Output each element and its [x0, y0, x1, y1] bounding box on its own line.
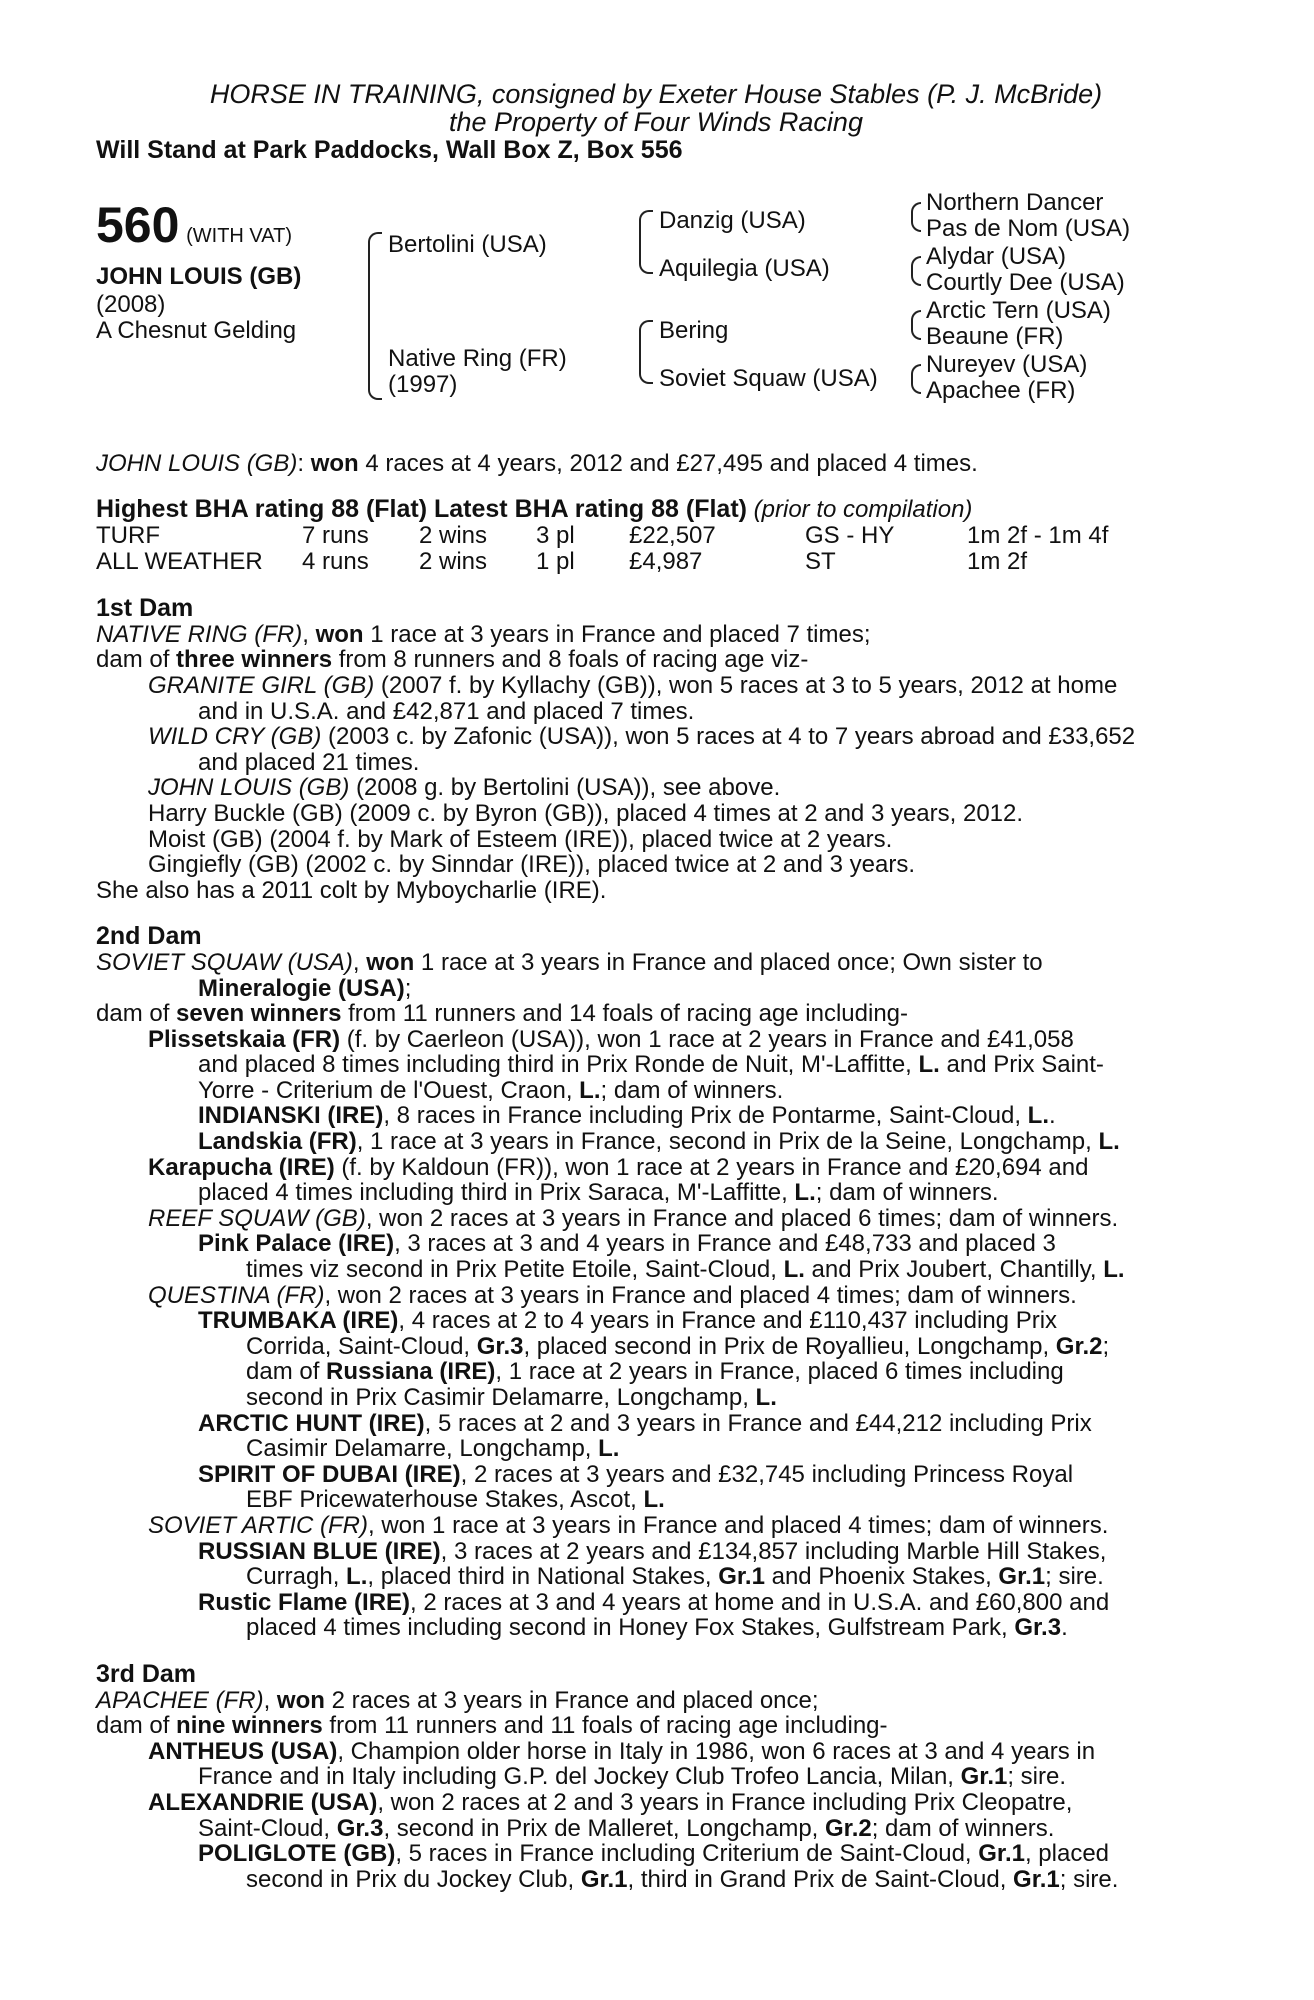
produce-entry: QUESTINA (FR), won 2 races at 3 years in France and placed 4 times; dam of winners. — [148, 1281, 1077, 1309]
g-sire-dam-dam: Courtly Dee (USA) — [926, 269, 1125, 296]
stats-row-turf: TURF 7 runs 2 wins 3 pl £22,507 GS - HY 1m 2f - 1m 4f — [96, 522, 1109, 550]
first-dam-also-note: She also has a 2011 colt by Myboycharlie (IRE). — [96, 876, 607, 904]
second-dam-produce-summary: dam of seven winners from 11 runners and 14 foals of racing age including- — [96, 1000, 909, 1028]
produce-entry: JOHN LOUIS (GB) (2008 g. by Bertolini (USA)), see above. — [148, 774, 781, 802]
produce-entry-cont: Casimir Delamarre, Longchamp, L. — [246, 1435, 620, 1463]
produce-entry-cont: Corrida, Saint-Cloud, Gr.3, placed second in Prix de Royallieu, Longchamp, Gr.2; — [246, 1332, 1110, 1360]
produce-entry-cont: placed 4 times including second in Honey Fox Stakes, Gulfstream Park, Gr.3. — [246, 1614, 1068, 1642]
produce-entry: RUSSIAN BLUE (IRE), 3 races at 2 years and £134,857 including Marble Hill Stakes, — [198, 1537, 1107, 1565]
g-sire-dam-sire: Alydar (USA) — [926, 243, 1067, 270]
produce-entry: Gingiefly (GB) (2002 c. by Sinndar (IRE)), placed twice at 2 and 3 years. — [148, 851, 916, 879]
sire-dam: Aquilegia (USA) — [659, 255, 830, 282]
second-dam-intro: SOVIET SQUAW (USA), won 1 race at 3 years in France and placed once; Own sister to — [96, 948, 1043, 976]
produce-entry-cont: Curragh, L., placed third in National Stakes, Gr.1 and Phoenix Stakes, Gr.1; sire. — [246, 1563, 1104, 1591]
produce-entry: Landskia (FR), 1 race at 3 years in France, second in Prix de la Seine, Longchamp, L. — [198, 1128, 1120, 1156]
produce-entry: Rustic Flame (IRE), 2 races at 3 and 4 years at home and in U.S.A. and £60,800 and — [198, 1588, 1110, 1616]
property-line: the Property of Four Winds Racing — [449, 107, 863, 137]
dam-year: (1997) — [388, 371, 458, 398]
catalogue-page — [96, 80, 1216, 1892]
race-summary: JOHN LOUIS (GB): won 4 races at 4 years, 2012 and £27,495 and placed 4 times. — [96, 450, 978, 477]
horse-year: (2008) — [96, 291, 166, 318]
produce-entry-cont: dam of Russiana (IRE), 1 race at 2 years in France, placed 6 times including — [246, 1358, 1064, 1386]
dam-sire: Bering — [659, 317, 729, 344]
g-dam-dam-sire: Nureyev (USA) — [926, 351, 1088, 378]
bracket-parents — [368, 232, 382, 400]
bracket-g1 — [911, 202, 921, 232]
first-dam-produce-summary: dam of three winners from 8 runners and 8 foals of racing age viz- — [96, 646, 809, 674]
racing-stats-table — [96, 523, 1108, 575]
produce-entry: REEF SQUAW (GB), won 2 races at 3 years in France and placed 6 times; dam of winners. — [148, 1204, 1119, 1232]
dam-dam: Soviet Squaw (USA) — [659, 365, 878, 392]
produce-entry: SPIRIT OF DUBAI (IRE), 2 races at 3 years and £32,745 including Princess Royal — [198, 1460, 1074, 1488]
lot-number: 560 — [96, 197, 180, 253]
produce-entry: SOVIET ARTIC (FR), won 1 race at 3 years in France and placed 4 times; dam of winners. — [148, 1511, 1109, 1539]
produce-entry: ALEXANDRIE (USA), won 2 races at 2 and 3 years in France including Prix Cleopatre, — [148, 1788, 1073, 1816]
second-dam-intro-cont: Mineralogie (USA); — [198, 974, 412, 1002]
bracket-dam-parents — [639, 320, 653, 384]
produce-entry-cont: placed 4 times including third in Prix Saraca, M'-Laffitte, L.; dam of winners. — [198, 1179, 999, 1207]
produce-entry-cont: EBF Pricewaterhouse Stakes, Ascot, L. — [246, 1486, 665, 1514]
bracket-g2 — [911, 256, 921, 286]
bha-rating-line: Highest BHA rating 88 (Flat) Latest BHA rating 88 (Flat) (prior to compilation) — [96, 494, 973, 523]
second-dam-heading: 2nd Dam — [96, 922, 202, 951]
produce-entry: Karapucha (IRE) (f. by Kaldoun (FR)), won 1 race at 2 years in France and £20,694 and — [148, 1153, 1089, 1181]
produce-entry-cont: second in Prix Casimir Delamarre, Longchamp, L. — [246, 1384, 777, 1411]
vat-label: (WITH VAT) — [186, 225, 293, 247]
produce-entry: Moist (GB) (2004 f. by Mark of Esteem (IRE)), placed twice at 2 years. — [148, 825, 893, 853]
produce-entry: POLIGLOTE (GB), 5 races in France including Criterium de Saint-Cloud, Gr.1, placed — [198, 1840, 1110, 1868]
third-dam-produce-summary: dam of nine winners from 11 runners and 11 foals of racing age including- — [96, 1712, 888, 1740]
stats-row-all-weather: ALL WEATHER 4 runs 2 wins 1 pl £4,987 ST 1m 2f — [96, 548, 1028, 576]
produce-entry-cont: and placed 21 times. — [198, 748, 420, 776]
produce-entry: ANTHEUS (USA), Champion older horse in Italy in 1986, won 6 races at 3 and 4 years in — [148, 1737, 1096, 1765]
produce-entry-cont: second in Prix du Jockey Club, Gr.1, third in Grand Prix de Saint-Cloud, Gr.1; sire. — [246, 1865, 1119, 1893]
bracket-g3 — [911, 310, 921, 340]
produce-entry: Harry Buckle (GB) (2009 c. by Byron (GB)), placed 4 times at 2 and 3 years, 2012. — [148, 799, 1024, 827]
g-sire-sire-dam: Pas de Nom (USA) — [926, 215, 1131, 242]
pedigree-block — [96, 189, 1216, 443]
produce-entry: TRUMBAKA (IRE), 4 races at 2 to 4 years in France and £110,437 including Prix — [198, 1307, 1058, 1335]
bracket-g4 — [911, 364, 921, 394]
produce-entry-cont: France and in Italy including G.P. del Jockey Club Trofeo Lancia, Milan, Gr.1; sire. — [198, 1763, 1067, 1791]
first-dam-intro: NATIVE RING (FR), won 1 race at 3 years in France and placed 7 times; — [96, 620, 871, 648]
produce-entry-cont: Saint-Cloud, Gr.3, second in Prix de Malleret, Longchamp, Gr.2; dam of winners. — [198, 1814, 1055, 1842]
produce-entry-cont: Yorre - Criterium de l'Ouest, Craon, L.; dam of winners. — [198, 1076, 784, 1104]
bracket-sire-parents — [639, 210, 653, 274]
stand-location-line: Will Stand at Park Paddocks, Wall Box Z, Box 556 — [96, 136, 683, 164]
g-dam-sire-dam: Beaune (FR) — [926, 323, 1064, 350]
produce-entry-cont: and placed 8 times including third in Prix Ronde de Nuit, M'-Laffitte, L. and Prix Saint- — [198, 1051, 1104, 1079]
produce-entry-cont: times viz second in Prix Petite Etoile, Saint-Cloud, L. and Prix Joubert, Chantilly, L. — [246, 1256, 1125, 1284]
dam: Native Ring (FR) — [388, 345, 567, 372]
produce-entry: Pink Palace (IRE), 3 races at 3 and 4 years in France and £48,733 and placed 3 — [198, 1230, 1056, 1258]
horse-description: A Chesnut Gelding — [96, 317, 297, 344]
g-sire-sire-sire: Northern Dancer — [926, 189, 1104, 216]
produce-entry: Plissetskaia (FR) (f. by Caerleon (USA)), won 1 race at 2 years in France and £41,058 — [148, 1025, 1074, 1053]
horse-name: JOHN LOUIS (GB) — [96, 263, 302, 290]
consignor-line: HORSE IN TRAINING, consigned by Exeter House Stables (P. J. McBride) — [209, 79, 1103, 109]
third-dam-intro: APACHEE (FR), won 2 races at 3 years in France and placed once; — [96, 1686, 819, 1714]
lot-heading — [96, 198, 292, 252]
third-dam-heading: 3rd Dam — [96, 1659, 197, 1688]
produce-entry: WILD CRY (GB) (2003 c. by Zafonic (USA)), won 5 races at 4 to 7 years abroad and £33,652 — [148, 723, 1136, 751]
produce-entry: ARCTIC HUNT (IRE), 5 races at 2 and 3 years in France and £44,212 including Prix — [198, 1409, 1092, 1437]
first-dam-heading: 1st Dam — [96, 594, 194, 623]
produce-entry: INDIANSKI (IRE), 8 races in France including Prix de Pontarme, Saint-Cloud, L.. — [198, 1102, 1056, 1130]
sire-sire: Danzig (USA) — [659, 207, 806, 234]
sire: Bertolini (USA) — [388, 231, 547, 258]
produce-entry-cont: and in U.S.A. and £42,871 and placed 7 times. — [198, 697, 695, 725]
produce-entry: GRANITE GIRL (GB) (2007 f. by Kyllachy (GB)), won 5 races at 3 to 5 years, 2012 at home — [148, 671, 1118, 699]
g-dam-dam-dam: Apachee (FR) — [926, 377, 1076, 404]
g-dam-sire-sire: Arctic Tern (USA) — [926, 297, 1111, 324]
